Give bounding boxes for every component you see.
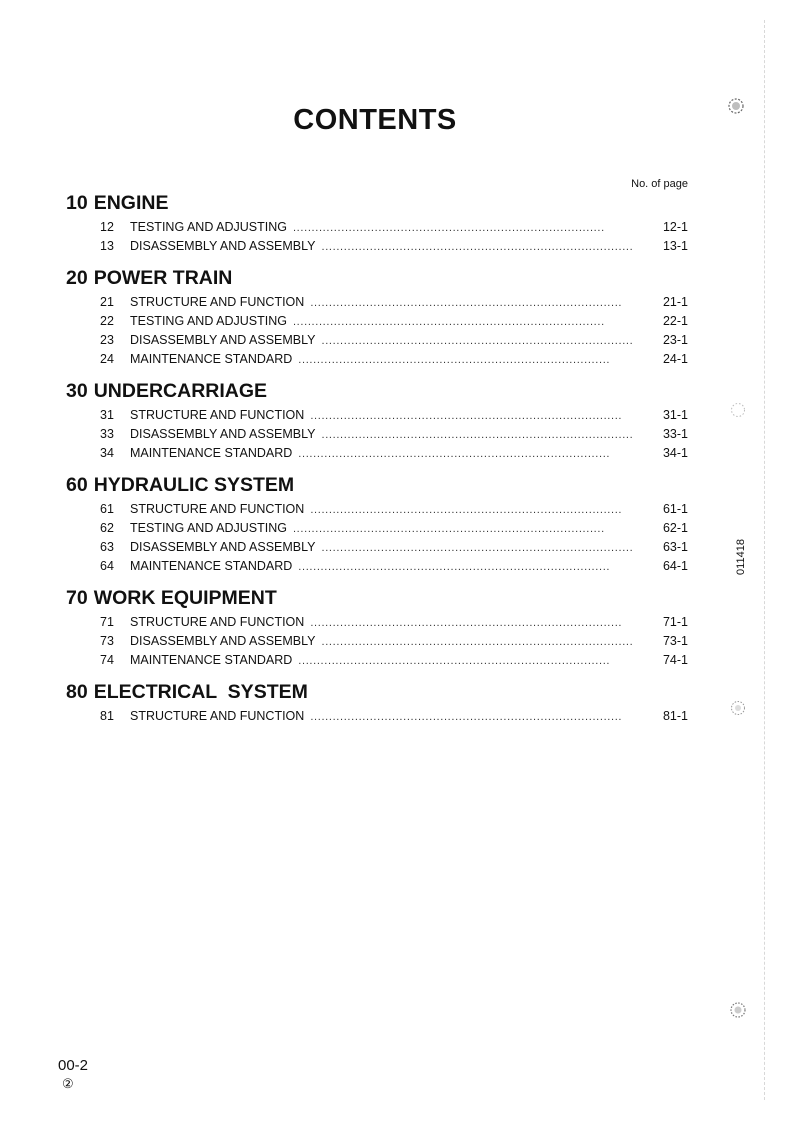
entry-title: DISASSEMBLY AND ASSEMBLY: [130, 333, 316, 347]
entry-title: MAINTENANCE STANDARD: [130, 446, 293, 460]
entry-page-number: 64-1: [662, 559, 688, 573]
contents-section: [66, 263, 688, 369]
contents-entry: [66, 613, 688, 632]
contents-section: [66, 376, 688, 463]
entry-number: 33: [100, 427, 114, 441]
side-document-code-text: 011418: [735, 539, 747, 575]
page-title: CONTENTS: [293, 104, 457, 136]
entry-number: 62: [100, 521, 114, 535]
contents-entry: [66, 406, 688, 425]
section-entries: [66, 500, 688, 576]
entry-page-number: 62-1: [662, 521, 688, 535]
side-document-code: [730, 532, 752, 582]
entry-title: DISASSEMBLY AND ASSEMBLY: [130, 634, 316, 648]
footer-page-number: 00-2: [58, 1057, 89, 1074]
entry-title: MAINTENANCE STANDARD: [130, 559, 293, 573]
entry-page-number: 13-1: [662, 239, 688, 253]
entry-title: DISASSEMBLY AND ASSEMBLY: [130, 427, 316, 441]
section-title: ELECTRICAL SYSTEM: [93, 681, 308, 703]
section-title: POWER TRAIN: [93, 267, 233, 289]
section-heading: [66, 470, 688, 500]
entry-page-number: 74-1: [662, 653, 688, 667]
contents-entry: [66, 651, 688, 670]
contents-section: [66, 188, 688, 256]
binding-edge-line: [764, 20, 766, 1100]
dot-leader: [293, 313, 642, 332]
entry-page-number: 22-1: [662, 314, 688, 328]
section-heading: [66, 188, 688, 218]
contents-entry: [66, 293, 688, 312]
binder-hole-icon: [730, 402, 746, 418]
dot-leader: [322, 238, 643, 257]
entry-number: 31: [100, 408, 114, 422]
entry-number: 64: [100, 559, 114, 573]
dot-leader: [310, 614, 642, 633]
contents-section: [66, 470, 688, 576]
contents-entry: [66, 707, 688, 726]
dot-leader: [322, 426, 643, 445]
entry-number: 23: [100, 333, 114, 347]
dot-leader: [293, 520, 642, 539]
section-title: ENGINE: [93, 192, 169, 214]
entry-title: STRUCTURE AND FUNCTION: [130, 295, 305, 309]
contents-entry: [66, 444, 688, 463]
entry-page-number: 31-1: [662, 408, 688, 422]
contents-section: [66, 583, 688, 670]
contents-entry: [66, 331, 688, 350]
entry-page-number: 61-1: [662, 502, 688, 516]
section-title: UNDERCARRIAGE: [93, 380, 268, 402]
contents-entry: [66, 237, 688, 256]
dot-leader: [322, 539, 643, 558]
contents-entry: [66, 538, 688, 557]
section-number: 60: [66, 474, 88, 496]
section-number: 20: [66, 267, 88, 289]
contents-section: [66, 677, 688, 726]
dot-leader: [298, 445, 642, 464]
entry-title: TESTING AND ADJUSTING: [130, 521, 287, 535]
entry-page-number: 21-1: [662, 295, 688, 309]
entry-page-number: 71-1: [662, 615, 688, 629]
dot-leader: [298, 558, 642, 577]
entry-title: TESTING AND ADJUSTING: [130, 314, 287, 328]
section-heading: [66, 583, 688, 613]
entry-number: 73: [100, 634, 114, 648]
binder-hole-icon: [730, 700, 746, 716]
dot-leader: [310, 294, 642, 313]
section-entries: [66, 707, 688, 726]
entry-title: STRUCTURE AND FUNCTION: [130, 502, 305, 516]
dot-leader: [322, 332, 643, 351]
contents-entry: [66, 519, 688, 538]
entry-title: DISASSEMBLY AND ASSEMBLY: [130, 239, 316, 253]
entry-title: STRUCTURE AND FUNCTION: [130, 615, 305, 629]
contents-entry: [66, 350, 688, 369]
entry-title: STRUCTURE AND FUNCTION: [130, 408, 305, 422]
entry-number: 81: [100, 709, 114, 723]
entry-number: 13: [100, 239, 114, 253]
dot-leader: [310, 407, 642, 426]
contents-list: [66, 188, 688, 733]
section-heading: [66, 376, 688, 406]
section-heading: [66, 263, 688, 293]
dot-leader: [322, 633, 643, 652]
dot-leader: [298, 652, 642, 671]
section-number: 80: [66, 681, 88, 703]
entry-number: 24: [100, 352, 114, 366]
binder-hole-icon: [728, 98, 744, 114]
contents-entry: [66, 218, 688, 237]
entry-number: 12: [100, 220, 114, 234]
section-entries: [66, 613, 688, 670]
page-column-header: No. of page: [631, 178, 688, 190]
section-number: 30: [66, 380, 88, 402]
entry-page-number: 23-1: [662, 333, 688, 347]
entry-title: MAINTENANCE STANDARD: [130, 653, 293, 667]
contents-entry: [66, 500, 688, 519]
section-heading: [66, 677, 688, 707]
entry-number: 21: [100, 295, 114, 309]
dot-leader: [310, 501, 642, 520]
entry-number: 63: [100, 540, 114, 554]
entry-page-number: 73-1: [662, 634, 688, 648]
section-entries: [66, 293, 688, 369]
section-number: 10: [66, 192, 88, 214]
contents-entry: [66, 557, 688, 576]
entry-page-number: 33-1: [662, 427, 688, 441]
entry-title: STRUCTURE AND FUNCTION: [130, 709, 305, 723]
entry-page-number: 81-1: [662, 709, 688, 723]
entry-number: 34: [100, 446, 114, 460]
dot-leader: [293, 219, 642, 238]
entry-title: DISASSEMBLY AND ASSEMBLY: [130, 540, 316, 554]
dot-leader: [310, 708, 642, 727]
entry-page-number: 63-1: [662, 540, 688, 554]
contents-entry: [66, 632, 688, 651]
entry-page-number: 24-1: [662, 352, 688, 366]
entry-number: 22: [100, 314, 114, 328]
section-number: 70: [66, 587, 88, 609]
section-entries: [66, 406, 688, 463]
entry-number: 71: [100, 615, 114, 629]
entry-title: MAINTENANCE STANDARD: [130, 352, 293, 366]
contents-entry: [66, 312, 688, 331]
dot-leader: [298, 351, 642, 370]
binder-hole-icon: [730, 1002, 746, 1018]
entry-number: 74: [100, 653, 114, 667]
entry-page-number: 34-1: [662, 446, 688, 460]
section-title: HYDRAULIC SYSTEM: [93, 474, 295, 496]
footer-revision-mark: ②: [62, 1076, 74, 1091]
section-entries: [66, 218, 688, 256]
entry-page-number: 12-1: [662, 220, 688, 234]
section-title: WORK EQUIPMENT: [93, 587, 277, 609]
contents-entry: [66, 425, 688, 444]
entry-number: 61: [100, 502, 114, 516]
entry-title: TESTING AND ADJUSTING: [130, 220, 287, 234]
